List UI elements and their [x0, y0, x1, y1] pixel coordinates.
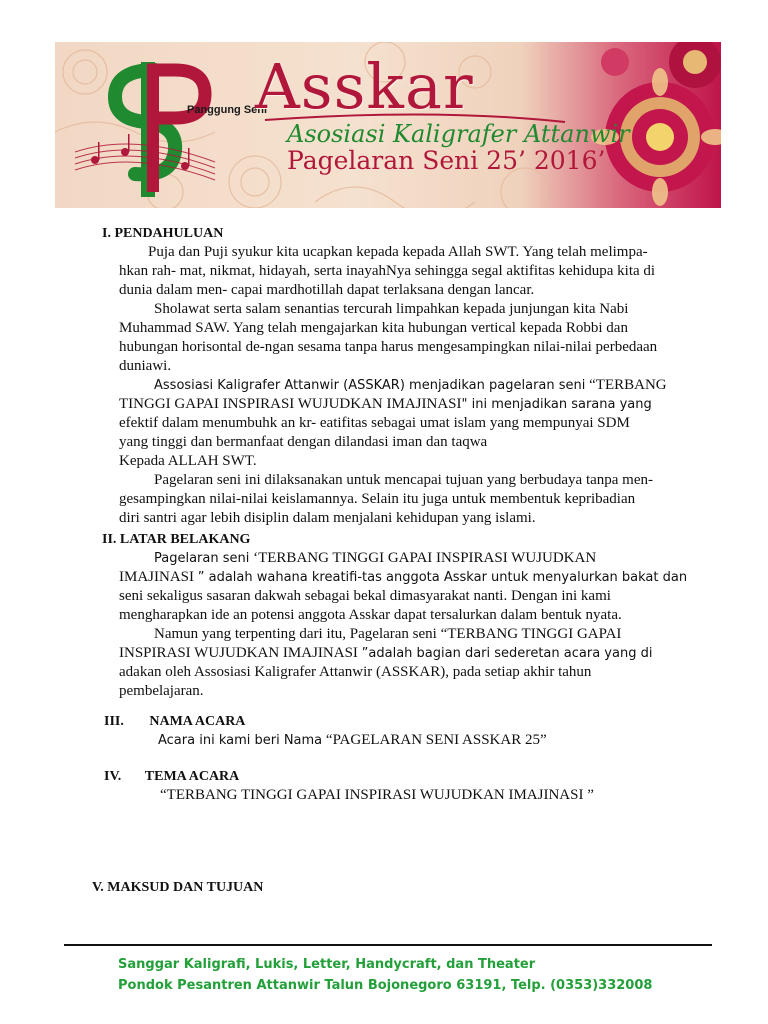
section-heading: II. LATAR BELAKANG: [102, 532, 251, 547]
inline-text: ”adalah bagian dari sederetan acara yang di: [361, 646, 653, 661]
section-heading: I. PENDAHULUAN: [102, 226, 224, 241]
section-nama-acara: [104, 712, 547, 750]
section-tema-acara: [104, 767, 594, 805]
paragraph-line: mengharapkan ide an potensi anggota Asskar dapat tersalurkan dalam bentuk nyata.: [119, 607, 622, 623]
inline-text: “PAGELARAN SENI ASSKAR 25”: [325, 732, 547, 748]
section-number: III.: [104, 714, 124, 729]
banner-event: Pagelaran Seni 25’ 2016’: [287, 146, 606, 175]
paragraph-line: [102, 549, 687, 568]
section-title: TEMA ACARA: [144, 769, 240, 784]
paragraph-line: Sholawat serta salam senantias tercurah limpahkan kepada junjungan kita Nabi: [154, 301, 629, 317]
section-heading: [104, 712, 547, 731]
paragraph-line: Namun yang terpenting dari itu, Pagelaran seni “TERBANG TINGGI GAPAI: [154, 626, 622, 642]
inline-text: ” adalah wahana kreatifi-tas anggota Asskar untuk menyalurkan bakat dan: [197, 570, 688, 585]
section-pendahuluan: [102, 224, 667, 528]
paragraph-line: Muhammad SAW. Yang telah mengajarkan kita hubungan vertical kepada Robbi dan: [119, 320, 628, 336]
banner-title: Asskar: [255, 50, 474, 123]
paragraph-line: dunia dalam men- capai mardhotillah dapat terlaksana dengan lancar.: [119, 282, 535, 298]
paragraph-line: [102, 395, 667, 414]
paragraph-line: pembelajaran.: [119, 683, 204, 699]
paragraph-line: hkan rah- mat, nikmat, hidayah, serta inayahNya sehingga segal aktifitas kehidupa kita di: [119, 263, 656, 279]
paragraph-line: Puja dan Puji syukur kita ucapkan kepada kepada Allah SWT. Yang telah melimpa-: [148, 244, 648, 260]
paragraph-line: [102, 376, 667, 395]
footer: [118, 954, 652, 996]
paragraph-line: [102, 568, 687, 587]
paragraph-line: gesampingkan nilai-nilai keislamannya. Selain itu juga untuk membentuk kepribadian: [119, 491, 636, 507]
paragraph-line: [102, 644, 687, 663]
paragraph-line: diri santri agar lebih disiplin dalam menjalani kehidupan yang islami.: [119, 510, 536, 526]
paragraph-line: “TERBANG TINGGI GAPAI INSPIRASI WUJUDKAN IMAJINASI ”: [160, 787, 594, 803]
banner-panggung-seni: Panggung Seni: [187, 104, 268, 116]
paragraph-line: seni sekaligus sasaran dakwah sebagai bekal dimasyarakat nanti. Dengan ini kami: [119, 588, 611, 604]
section-latar-belakang: [102, 530, 687, 701]
inline-text: “TERBANG: [589, 377, 667, 393]
footer-line-2: Pondok Pesantren Attanwir Talun Bojonegoro 63191, Telp. (0353)332008: [118, 978, 653, 993]
paragraph-line: adakan oleh Assosiasi Kaligrafer Attanwir (ASSKAR), pada setiap akhir tahun: [119, 664, 592, 680]
inline-text: INSPIRASI WUJUDKAN IMAJINASI: [119, 645, 358, 661]
inline-text: Assosiasi Kaligrafer Attanwir (ASSKAR) menjadikan pagelaran seni: [154, 378, 586, 393]
banner-subtitle: Asosiasi Kaligrafer Attanwir: [287, 120, 630, 148]
section-title: NAMA ACARA: [149, 714, 246, 729]
inline-text: " ini menjadikan sarana yang: [461, 397, 652, 412]
inline-text: IMAJINASI: [119, 569, 194, 585]
paragraph-line: yang tinggi dan bermanfaat dengan dilandasi iman dan taqwa: [119, 434, 488, 450]
footer-line-1: Sanggar Kaligrafi, Lukis, Letter, Handycraft, dan Theater: [118, 957, 536, 972]
header-banner: [55, 42, 721, 208]
inline-text: ‘TERBANG TINGGI GAPAI INSPIRASI WUJUDKAN: [253, 550, 597, 566]
footer-divider: [64, 944, 712, 946]
inline-text: Acara ini kami beri Nama: [158, 733, 323, 748]
paragraph-line: hubungan horisontal de-ngan sesama tanpa harus mengesampingkan nilai-nilai perbedaan: [119, 339, 658, 355]
paragraph-line: efektif dalam menumbuhk an kr- eatifitas sebagai umat islam yang mempunyai SDM: [119, 415, 630, 431]
paragraph-line: [104, 731, 547, 750]
paragraph-line: Kepada ALLAH SWT.: [119, 453, 257, 469]
paragraph-line: Pagelaran seni ini dilaksanakan untuk mencapai tujuan yang berbudaya tanpa men-: [154, 472, 653, 488]
inline-text: Pagelaran seni: [154, 551, 250, 566]
section-heading: V. MAKSUD DAN TUJUAN: [92, 880, 264, 895]
section-heading: [104, 767, 594, 786]
section-number: IV.: [104, 769, 122, 784]
paragraph-line: duniawi.: [119, 358, 172, 374]
section-maksud-tujuan: [92, 878, 263, 897]
inline-text: TINGGI GAPAI INSPIRASI WUJUDKAN IMAJINASI: [119, 396, 462, 412]
